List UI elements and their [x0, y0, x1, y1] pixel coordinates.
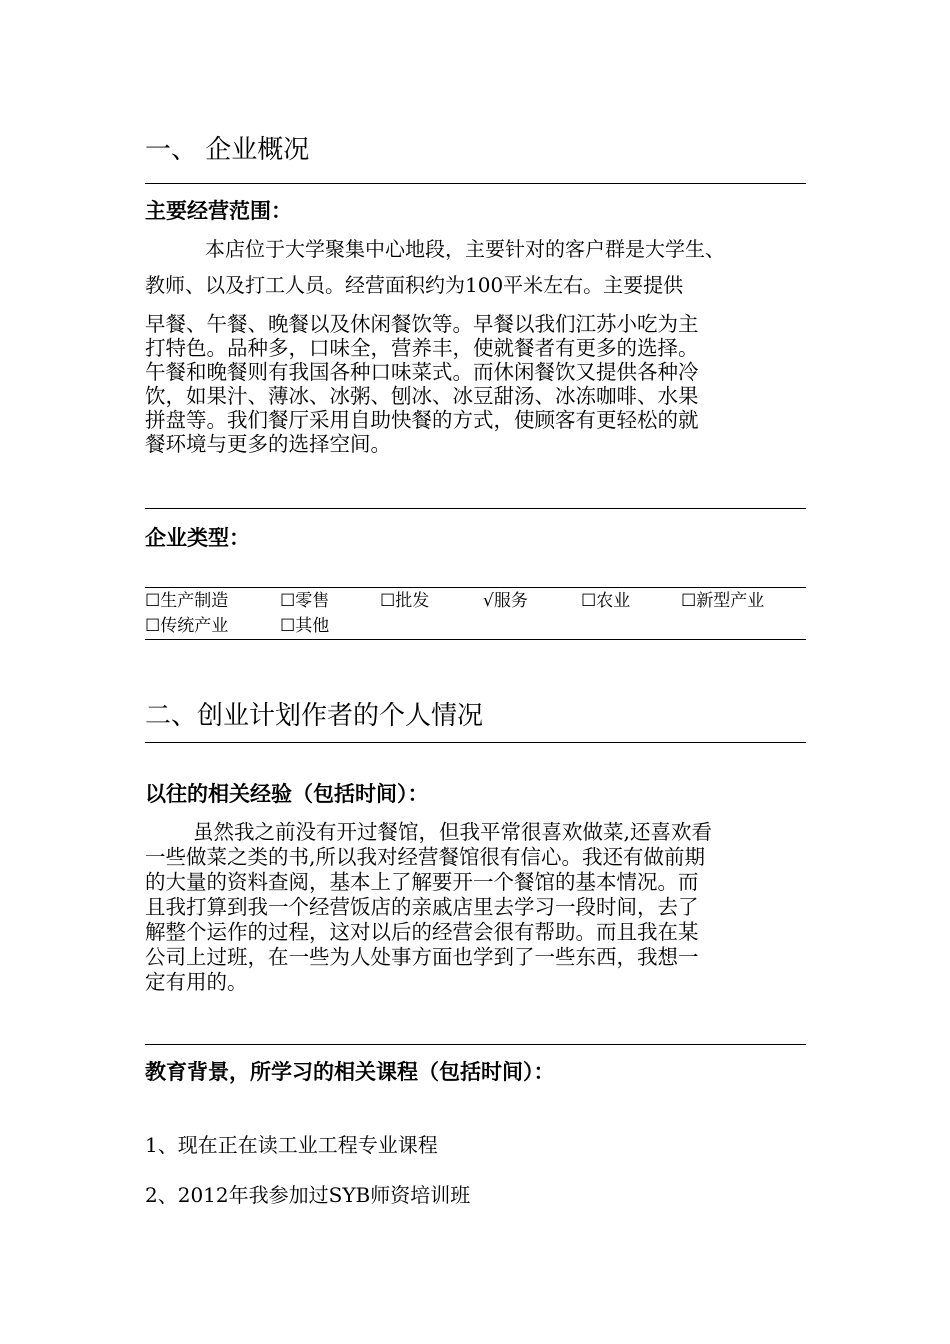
divider	[145, 639, 806, 640]
scope-line-4: 打特色。品种多，口味全，营养丰，使就餐者有更多的选择。	[145, 336, 699, 360]
section2-heading: 二、创业计划作者的个人情况	[145, 701, 484, 731]
scope-line-5: 午餐和晚餐则有我国各种口味菜式。而休闲餐饮又提供各种冷	[145, 360, 699, 384]
checkbox-agriculture[interactable]: ☐农业	[581, 591, 631, 611]
scope-line-2: 教师、以及打工人员。经营面积约为100平米左右。主要提供	[145, 273, 684, 297]
experience-line-6: 公司上过班，在一些为人处事方面也学到了一些东西，我想一	[145, 945, 699, 969]
divider	[145, 1044, 806, 1045]
education-item-2: 2、2012年我参加过SYB师资培训班	[145, 1183, 471, 1207]
divider	[145, 742, 806, 743]
checkbox-wholesale[interactable]: ☐批发	[380, 591, 430, 611]
experience-line-2: 一些做菜之类的书,所以我对经营餐馆很有信心。我还有做前期	[145, 845, 706, 869]
divider	[145, 183, 806, 184]
experience-label: 以往的相关经验（包括时间）：	[145, 782, 429, 806]
experience-line-7: 定有用的。	[145, 970, 248, 994]
checkbox-new-industry[interactable]: ☐新型产业	[681, 591, 765, 611]
enterprise-type-label: 企业类型：	[145, 526, 250, 550]
checkbox-service-checked[interactable]: √服务	[483, 591, 528, 611]
scope-line-3: 早餐、午餐、晚餐以及休闲餐饮等。早餐以我们江苏小吃为主	[145, 312, 699, 336]
checkbox-other[interactable]: ☐其他	[280, 616, 330, 636]
scope-line-6: 饮，如果汁、薄冰、冰粥、刨冰、冰豆甜汤、冰冻咖啡、水果	[145, 384, 699, 408]
scope-line-1: 本店位于大学聚集中心地段，主要针对的客户群是大学生、	[205, 237, 725, 261]
divider	[145, 587, 806, 588]
checkbox-traditional-industry[interactable]: ☐传统产业	[145, 616, 229, 636]
scope-line-8: 餐环境与更多的选择空间。	[145, 432, 391, 456]
scope-line-7: 拼盘等。我们餐厅采用自助快餐的方式，使顾客有更轻松的就	[145, 408, 699, 432]
experience-line-1: 虽然我之前没有开过餐馆，但我平常很喜欢做菜,还喜欢看	[193, 820, 713, 844]
checkbox-retail[interactable]: ☐零售	[280, 591, 330, 611]
section1-heading: 一、 企业概况	[145, 135, 310, 165]
divider	[145, 508, 806, 509]
experience-line-3: 的大量的资料查阅，基本上了解要开一个餐馆的基本情况。而	[145, 870, 699, 894]
checkbox-manufacturing[interactable]: ☐生产制造	[145, 591, 229, 611]
experience-line-4: 且我打算到我一个经营饭店的亲戚店里去学习一段时间，去了	[145, 895, 699, 919]
education-item-1: 1、现在正在读工业工程专业课程	[145, 1133, 438, 1157]
experience-line-5: 解整个运作的过程，这对以后的经营会很有帮助。而且我在某	[145, 920, 699, 944]
business-scope-label: 主要经营范围：	[145, 199, 292, 223]
education-label: 教育背景，所学习的相关课程（包括时间）：	[145, 1060, 555, 1084]
